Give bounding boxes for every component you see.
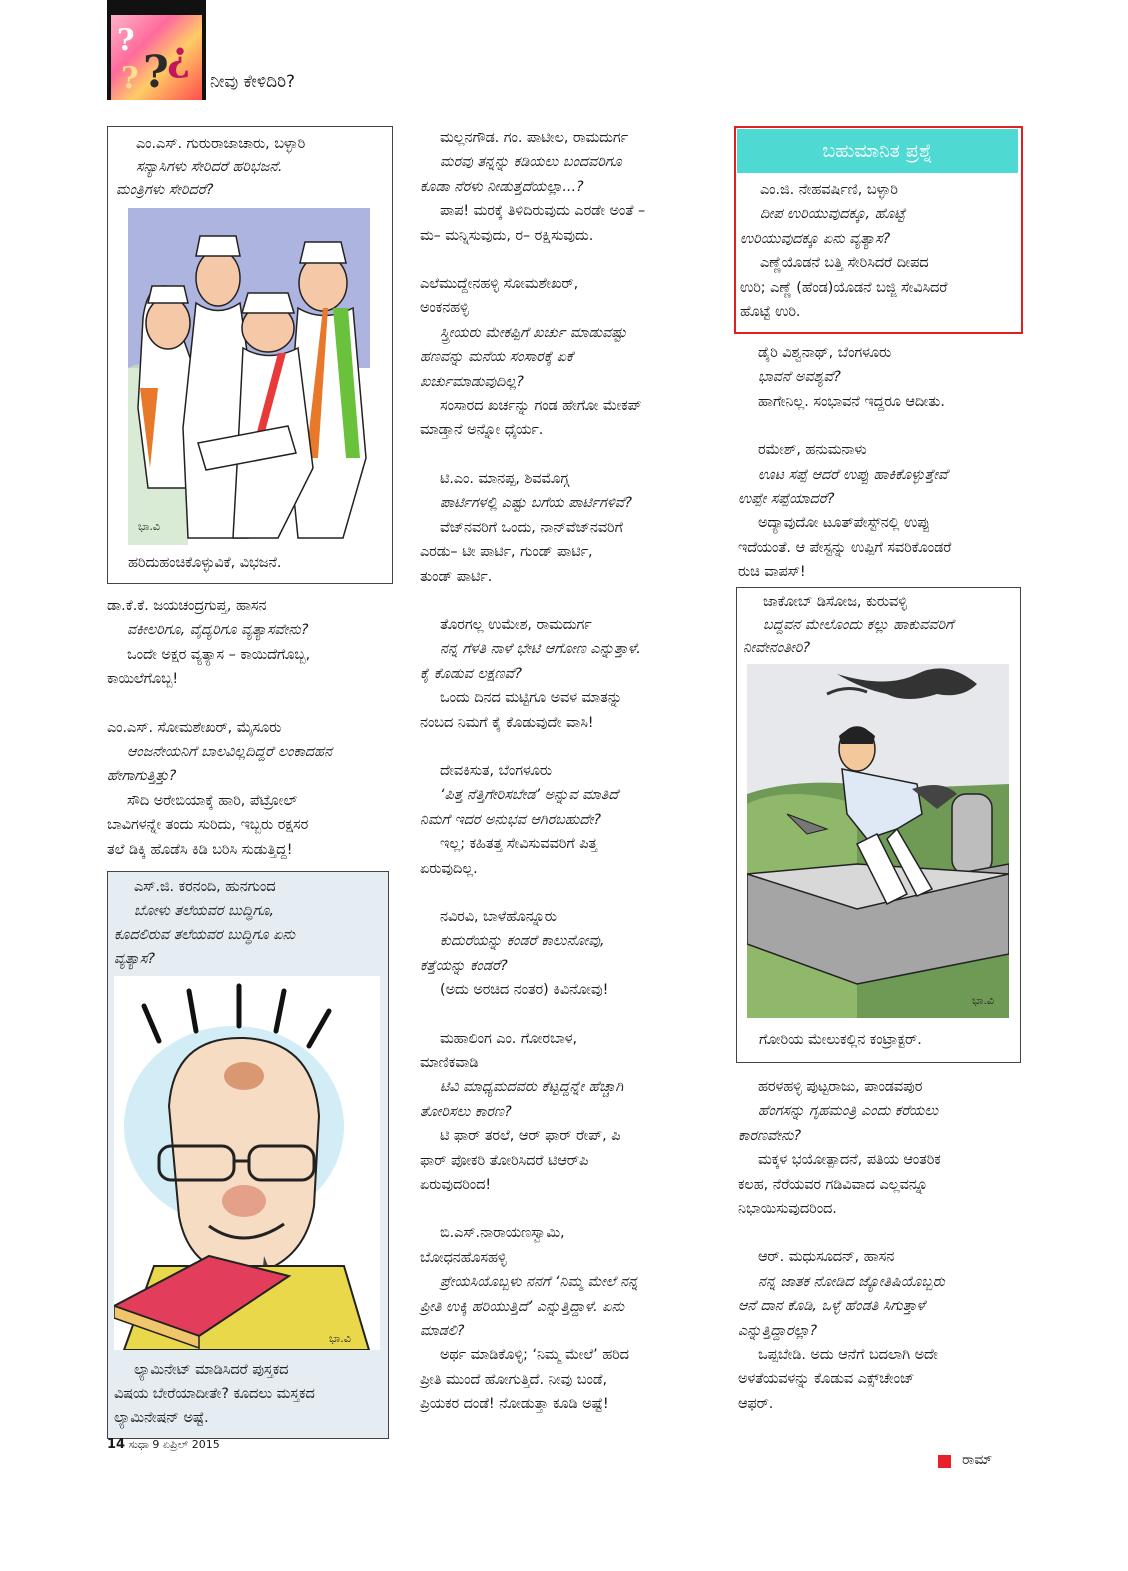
prize-question-heading: ಬಹುಮಾನಿತ ಪ್ರಶ್ನೆ: [737, 129, 1018, 173]
cartoon-caption: [114, 1358, 384, 1430]
question-line: ಊಟ ಸಪ್ಪೆ ಆದರೆ ಉಪ್ಪು ಹಾಕಿಕೊಳ್ಳುತ್ತೇವೆ: [758, 466, 948, 483]
magazine-issue-date: ಸುಧಾ 9 ಏಪ್ರಿಲ್ 2015: [128, 1438, 220, 1451]
column-3-qa-top: [738, 341, 1022, 585]
question-text: ಮಂತ್ರಿಗಳು ಸೇರಿದರೆ?: [116, 182, 214, 198]
text-line: ಒಂದು ದಿನದ ಮಟ್ಟಿಗೂ ಅವಳ ಮಾತನ್ನು: [440, 690, 623, 707]
text-line: ವೆಜ್‌ನವರಿಗೆ ಒಂದು, ನಾನ್‌ವೆಜ್‌ನವರಿಗೆ: [440, 519, 623, 536]
text-line: ಹರಳಹಳ್ಳಿ ಪುಟ್ಟರಾಜು, ಪಾಂಡವಪುರ: [758, 1079, 923, 1095]
question-line: ಪ್ರೇಯಸಿಯೊಬ್ಬಳು ನನಗೆ ‘ನಿಮ್ಮ ಮೇಲೆ ನನ್ನ: [440, 1274, 638, 1291]
question-line: ಹಣವನ್ನು ಮನೆಯ ಸಂಸಾರಕ್ಕೆ ಏಕೆ: [420, 349, 573, 366]
text-line: ಮಾಡ್ತಾನೆ ಅನ್ನೋ ಧೈರ್ಯ.: [420, 422, 544, 439]
text-line: ಟಿ.ಎಂ. ಮಾನಪ್ಪ, ಶಿವಮೊಗ್ಗ: [440, 470, 569, 487]
cartoon-question: [116, 133, 386, 202]
caption-line: ಲ್ಯಾಮಿನೇಷನ್ ಅಷ್ಟೆ.: [114, 1410, 209, 1426]
question-line: ಆನೆ ದಾನ ಕೊಡಿ, ಒಳ್ಳೆ ಹೆಂಡತಿ ಸಿಗುತ್ತಾಳೆ: [738, 1298, 925, 1315]
paragraph-gap: [738, 1221, 1022, 1245]
paragraph-gap: [738, 414, 1022, 438]
text-line: ಎಂ.ಜಿ. ನೇಹವರ್ಷಿಣಿ, ಬಳ್ಳಾರಿ: [760, 182, 898, 198]
text-line: ಅಂಕನಹಳ್ಳಿ: [420, 300, 469, 317]
text-line: ತುಂಡ್ ಪಾರ್ಟಿ.: [420, 568, 493, 585]
question-line: ಕೈ ಕೊಡುವ ಲಕ್ಷಣವೆ?: [420, 665, 522, 682]
grave-illustration: [747, 664, 1009, 1018]
text-line: ಬಿ.ಎಸ್.ನಾರಾಯಣಸ್ವಾಮಿ,: [440, 1225, 565, 1242]
text-line: ಆರ್. ಮಧುಸೂದನ್, ಹಾಸನ: [758, 1249, 895, 1266]
question-line: ವಕೀಲರಿಗೂ, ವೈದ್ಯರಿಗೂ ವ್ಯತ್ಯಾಸವೇನು?: [127, 622, 309, 639]
ministers-illustration: [128, 208, 370, 545]
text-line: ರಮೇಶ್, ಹನುಮನಾಳು: [758, 442, 867, 459]
text-line: ಪಾಪ! ಮರಕ್ಕೆ ತಿಳಿದಿರುವುದು ಎರಡೇ ಅಂತೆ –: [440, 203, 646, 220]
section-title: ನೀವು ಕೇಳಿದಿರಿ?: [210, 72, 296, 92]
page-footer: [107, 1437, 220, 1452]
text-line: ಇಲ್ಲ; ಕಹಿತತ್ತ ಸೇವಿಸುವವರಿಗೆ ಪಿತ್ತ: [440, 836, 598, 853]
text-line: ಇದೆಯಂತೆ. ಆ ಪೇಸ್ಟನ್ನು ಉಪ್ಪಿಗೆ ಸವರಿಕೊಂಡರೆ: [738, 539, 952, 556]
question-line: ಟಿವಿ ಮಾಧ್ಯಮದವರು ಕೆಟ್ಟದ್ದನ್ನೇ ಹೆಚ್ಚಾಗಿ: [440, 1079, 624, 1096]
text-line: ಒಪ್ಪಬೇಡಿ. ಅದು ಆನೆಗೆ ಬದಲಾಗಿ ಅದೇ: [758, 1347, 938, 1364]
text-line: ನಂಬದ ನಿಮಗೆ ಕೈ ಕೊಡುವುದೇ ವಾಸಿ!: [420, 714, 594, 731]
text-line: ಎಂ.ಎಸ್. ಸೋಮಶೇಖರ್, ಮೈಸೂರು: [107, 719, 282, 736]
artist-signature: ಭಾ.ವಿ: [972, 994, 994, 1007]
cartoon-box-grave: [736, 587, 1021, 1063]
question-marks-art: [111, 15, 202, 100]
question-line: ಖರ್ಚುಮಾಡುವುದಿಲ್ಲ?: [420, 373, 524, 390]
question-line: ಹೆಂಗಸನ್ನು ಗೃಹಮಂತ್ರಿ ಎಂದು ಕರೆಯಲು: [758, 1103, 939, 1120]
question-text: ಬೋಳು ತಲೆಯವರ ಬುದ್ಧಿಗೂ,: [134, 903, 275, 919]
asker-name: ಜಾಕೋಬ್ ಡಿಸೋಜ, ಕುರುವಳ್ಳಿ: [763, 594, 907, 610]
text-line: ಎರಡು– ಟೀ ಪಾರ್ಟಿ, ಗುಂಡ್ ಪಾರ್ಟಿ,: [420, 544, 593, 561]
text-line: ನಿಭಾಯಿಸುವುದರಿಂದ.: [738, 1201, 837, 1218]
paragraph-gap: [420, 443, 710, 467]
text-line: ಮ– ಮನ್ನಿಸುವುದು, ರ– ರಕ್ಷಿಸುವುದು.: [420, 227, 594, 244]
text-line: ಎಲೆಮುದ್ದೇನಹಳ್ಳಿ ಸೋಮಶೇಖರ್,: [420, 276, 579, 293]
column-author: ರಾಮ್: [962, 1452, 993, 1468]
question-line: ಉಪ್ಪೇ ಸಪ್ಪೆಯಾದರೆ?: [738, 491, 835, 508]
paragraph-gap: [420, 881, 710, 905]
cartoon-question: [743, 591, 1017, 660]
cartoon-question: [114, 875, 382, 971]
caption-line: ವಿಷಯ ಬೇರೆಯಾದೀತೇ? ಕೂದಲು ಮಸ್ತಕದ: [114, 1386, 315, 1402]
question-line: ನನ್ನ ಜಾತಕ ನೋಡಿದ ಜ್ಯೋತಿಷಿಯೊಬ್ಬರು: [758, 1273, 945, 1290]
text-line: ಟಿ ಫಾರ್ ತರಲೆ, ಆರ್ ಫಾರ್ ರೇಪ್, ಪಿ: [440, 1128, 621, 1145]
question-line: ಮರವು ತನ್ನನ್ನು ಕಡಿಯಲು ಬಂದವರಿಗೂ: [440, 154, 622, 171]
question-line: ತೋರಿಸಲು ಕಾರಣ?: [420, 1103, 512, 1120]
text-line: ಎಣ್ಣೆಯೊಡನೆ ಬತ್ತಿ ಸೇರಿಸಿದರೆ ದೀಪದ: [760, 255, 929, 272]
question-text: ಸನ್ಯಾಸಿಗಳು ಸೇರಿದರೆ ಹರಿಭಜನೆ.: [136, 159, 283, 175]
text-line: ಡೈರಿ ವಿಶ್ವನಾಥ್, ಬೆಂಗಳೂರು: [758, 345, 892, 361]
question-line: ಮಾಡಲಿ?: [420, 1323, 465, 1340]
question-text: ವ್ಯತ್ಯಾಸ?: [114, 951, 155, 967]
text-line: ಬಾವಿಗಳನ್ನೇ ತಂದು ಸುರಿದು, ಇಬ್ಬರು ರಕ್ಷಸರ: [107, 817, 309, 834]
question-line: ನನ್ನ ಗೆಳತಿ ನಾಳೆ ಭೇಟಿ ಆಗೋಣ ಎನ್ನುತ್ತಾಳೆ.: [440, 641, 641, 658]
magazine-section-logo: [107, 0, 206, 100]
text-line: ಸೌದಿ ಅರೇಬಿಯಾಕ್ಕೆ ಹಾರಿ, ಪೆಟ್ರೋಲ್: [127, 792, 298, 809]
text-line: ಆಫರ್.: [738, 1395, 774, 1412]
question-line: ಪ್ರೀತಿ ಉಕ್ಕಿ ಹರಿಯುತ್ತಿದೆ’ ಎನ್ನುತ್ತಿದ್ದಾಳೆ. ಏನು: [420, 1298, 624, 1315]
text-line: ರುಚಿ ವಾಪಸ್!: [738, 564, 806, 581]
text-line: ಮಕ್ಕಳ ಭಯೋತ್ಪಾದನೆ, ಪತಿಯ ಆಂತರಿಕ: [758, 1152, 941, 1169]
question-line: ಹೇಗಾಗುತ್ತಿತ್ತು?: [107, 768, 177, 785]
paragraph-gap: [420, 248, 710, 272]
paragraph-gap: [420, 1197, 710, 1221]
text-line: ಕಲಹ, ನೆರೆಯವರ ಗಡಿವಿವಾದ ಎಲ್ಲವನ್ನೂ: [738, 1176, 928, 1193]
text-line: ಉರಿ; ಎಣ್ಣೆ (ಹೆಂಡ)ಯೊಡನೆ ಬಜ್ಜಿ ಸೇವಿಸಿದರೆ: [740, 279, 948, 296]
question-line: ಉರಿಯುವುದಕ್ಕೂ ಏನು ವ್ಯತ್ಯಾಸ?: [740, 230, 891, 247]
question-line: ಕೂಡಾ ನೆರಳು ನೀಡುತ್ತದೆಯಲ್ಲಾ...?: [420, 178, 584, 195]
text-line: ಮಹಾಲಿಂಗ ಎಂ. ಗೋರಬಾಳ,: [440, 1030, 578, 1047]
author-marker-square: [938, 1455, 951, 1468]
question-line: ನಿಮಗೆ ಇದರ ಅನುಭವ ಆಗಿರಬಹುದೇ?: [420, 811, 601, 828]
asker-name: ಎಸ್.ಜಿ. ಕರನಂದಿ, ಹುನಗುಂದ: [134, 879, 276, 895]
text-line: ಅಳತೆಯವಳನ್ನು ಕೊಡುವ ಎಕ್ಸ್‌ಚೇಂಜ್: [738, 1371, 915, 1388]
question-line: ದೀಪ ಉರಿಯುವುದಕ್ಕೂ, ಹೊಟ್ಟೆ: [760, 206, 906, 223]
cartoon-box-ministers: [107, 126, 393, 584]
text-line: ಪ್ರೀತಿ ಮುಂದೆ ಹೋಗುತ್ತಿದೆ. ನೀವು ಬಂಡೆ,: [420, 1371, 608, 1388]
text-line: ಏರುವುದರಿಂದ!: [420, 1177, 492, 1194]
text-line: ಪ್ರಿಯಕರ ದಂಡೆ! ನೋಡುತ್ತಾ ಕೂಡಿ ಅಷ್ಟೆ!: [420, 1396, 609, 1413]
text-line: ನವಿರವಿ, ಬಾಳೆಹೊನ್ನೂರು: [440, 908, 557, 925]
text-line: ಮಾಣಿಕವಾಡಿ: [420, 1055, 479, 1071]
text-line: ಫಾರ್ ಪೋಕರಿ ತೋರಿಸಿದರೆ ಟಿಆರ್‌ಪಿ: [420, 1152, 589, 1169]
text-line: ಕಾಯಿಲೆಗೊಬ್ಬ!: [107, 671, 179, 688]
text-line: ಬೋಧನಹೊಸಹಳ್ಳಿ: [420, 1249, 507, 1266]
text-line: ಏರುವುದಿಲ್ಲ.: [420, 860, 478, 877]
text-line: ಮಲ್ಲನಗೌಡ. ಗಂ. ಪಾಟೀಲ, ರಾಮದುರ್ಗ: [440, 130, 629, 146]
text-line: ತೊರಗಲ್ಲ ಉಮೇಶ, ರಾಮದುರ್ಗ: [440, 616, 592, 633]
question-line: ಕತ್ತೆಯನ್ನು ಕಂಡರೆ?: [420, 957, 508, 974]
text-line: ಅರ್ಥ ಮಾಡಿಕೊಳ್ಳಿ; ‘ನಿಮ್ಮ ಮೇಲೆ’ ಹರಿದ: [440, 1347, 629, 1364]
column-3-qa-bottom: [738, 1075, 1022, 1416]
bald-man-illustration: [114, 976, 380, 1350]
caption-line: ಲ್ಯಾಮಿನೇಟ್ ಮಾಡಿಸಿದರೆ ಪುಸ್ತಕದ: [134, 1362, 289, 1378]
cartoon-box-bald: [107, 871, 389, 1439]
question-line: ಎನ್ನುತ್ತಿದ್ದಾರಲ್ಲಾ?: [738, 1322, 818, 1339]
question-line: ಕುದುರೆಯನ್ನು ಕಂಡರೆ ಕಾಲುನೋವು,: [440, 933, 605, 950]
text-line: ಸಂಸಾರದ ಖರ್ಚನ್ನು ಗಂಡ ಹೇಗೋ ಮೇಕಪ್: [440, 398, 642, 415]
question-line: ಕಾರಣವೇನು?: [738, 1127, 802, 1144]
cartoon-caption: ಹರಿದುಹಂಚಿಕೊಳ್ಳುವಿಕೆ, ವಿಭಜನೆ.: [128, 555, 282, 571]
asker-name: ಎಂ.ಎಸ್. ಗುರುರಾಜಾಚಾರು, ಬಳ್ಳಾರಿ: [136, 136, 306, 152]
question-text: ಬದ್ದವನ ಮೇಲೊಂದು ಕಲ್ಲು ಹಾಕುವವರಿಗೆ: [763, 617, 954, 633]
question-mark-glyph: ?: [143, 47, 169, 98]
question-line: ಭಾವನೆ ಅವಶ್ಯವೆ?: [758, 369, 841, 386]
text-line: ಅದ್ಯಾವುದೋ ಟೂತ್‌ಪೇಸ್ಟ್‌ನಲ್ಲಿ ಉಪ್ಪು: [758, 515, 930, 532]
question-line: ಆಂಜನೇಯನಿಗೆ ಬಾಲವಿಲ್ಲದಿದ್ದರೆ ಲಂಕಾದಹನ: [127, 744, 333, 761]
paragraph-gap: [420, 589, 710, 613]
question-mark-glyph: ?: [117, 23, 135, 58]
text-line: ತಲೆ ಡಿಕ್ಕಿ ಹೊಡೆಸಿ ಕಿಡಿ ಬರಿಸಿ ಸುಡುತ್ತಿದ್ದ!: [107, 841, 293, 858]
prize-question-text: [740, 178, 1016, 324]
question-text: ಕೂದಲಿರುವ ತಲೆಯವರ ಬುದ್ಧಿಗೂ ಏನು: [114, 927, 296, 943]
text-line: ದೇವಕಿಸುತ, ಬೆಂಗಳೂರು: [440, 762, 552, 779]
paragraph-gap: [107, 692, 391, 716]
paragraph-gap: [420, 735, 710, 759]
artist-signature: ಭಾ.ವಿ: [329, 1332, 351, 1345]
artist-signature: ಭಾ.ವಿ: [138, 520, 160, 533]
question-mark-glyph: ?: [121, 61, 139, 96]
question-line: ಪಾರ್ಟಿಗಳಲ್ಲಿ ಎಷ್ಟು ಬಗೆಯ ಪಾರ್ಟಿಗಳಿವೆ?: [440, 495, 633, 512]
cartoon-caption: ಗೋರಿಯ ಮೇಲುಕಲ್ಲಿನ ಕಂಟ್ರಾಕ್ಟರ್.: [759, 1032, 922, 1048]
question-mark-glyph: ¿: [167, 33, 191, 80]
page-number: 14: [107, 1437, 126, 1452]
question-text: ನೀವೇನಂತೀರಿ?: [743, 640, 811, 656]
text-line: (ಅದು ಅರಚಿದ ನಂತರ) ಕಿವಿನೋವು!: [440, 982, 609, 999]
text-line: ಡಾ.ಕೆ.ಕೆ. ಜಯಚಂದ್ರಗುಪ್ತ, ಹಾಸನ: [107, 598, 267, 614]
column-2-qa: [420, 126, 710, 1417]
paragraph-gap: [420, 1003, 710, 1027]
question-line: ‘ಪಿತ್ತ ನೆತ್ತಿಗೇರಿಸಬೇಡ’ ಅನ್ನುವ ಮಾತಿದೆ: [440, 787, 619, 804]
text-line: ಹಾಗೇನಿಲ್ಲ. ಸಂಭಾವನೆ ಇದ್ದರೂ ಆದೀತು.: [758, 393, 945, 410]
text-line: ಒಂದೇ ಅಕ್ಷರ ವ್ಯತ್ಯಾಸ – ಕಾಯಿದೆಗೊಬ್ಬ,: [127, 646, 311, 663]
question-line: ಸ್ತ್ರೀಯರು ಮೇಕಪ್ಪಿಗೆ ಖರ್ಚು ಮಾಡುವಷ್ಟು: [440, 324, 627, 341]
text-line: ಹೊಟ್ಟೆ ಉರಿ.: [740, 304, 801, 321]
column-1-qa: [107, 594, 391, 862]
